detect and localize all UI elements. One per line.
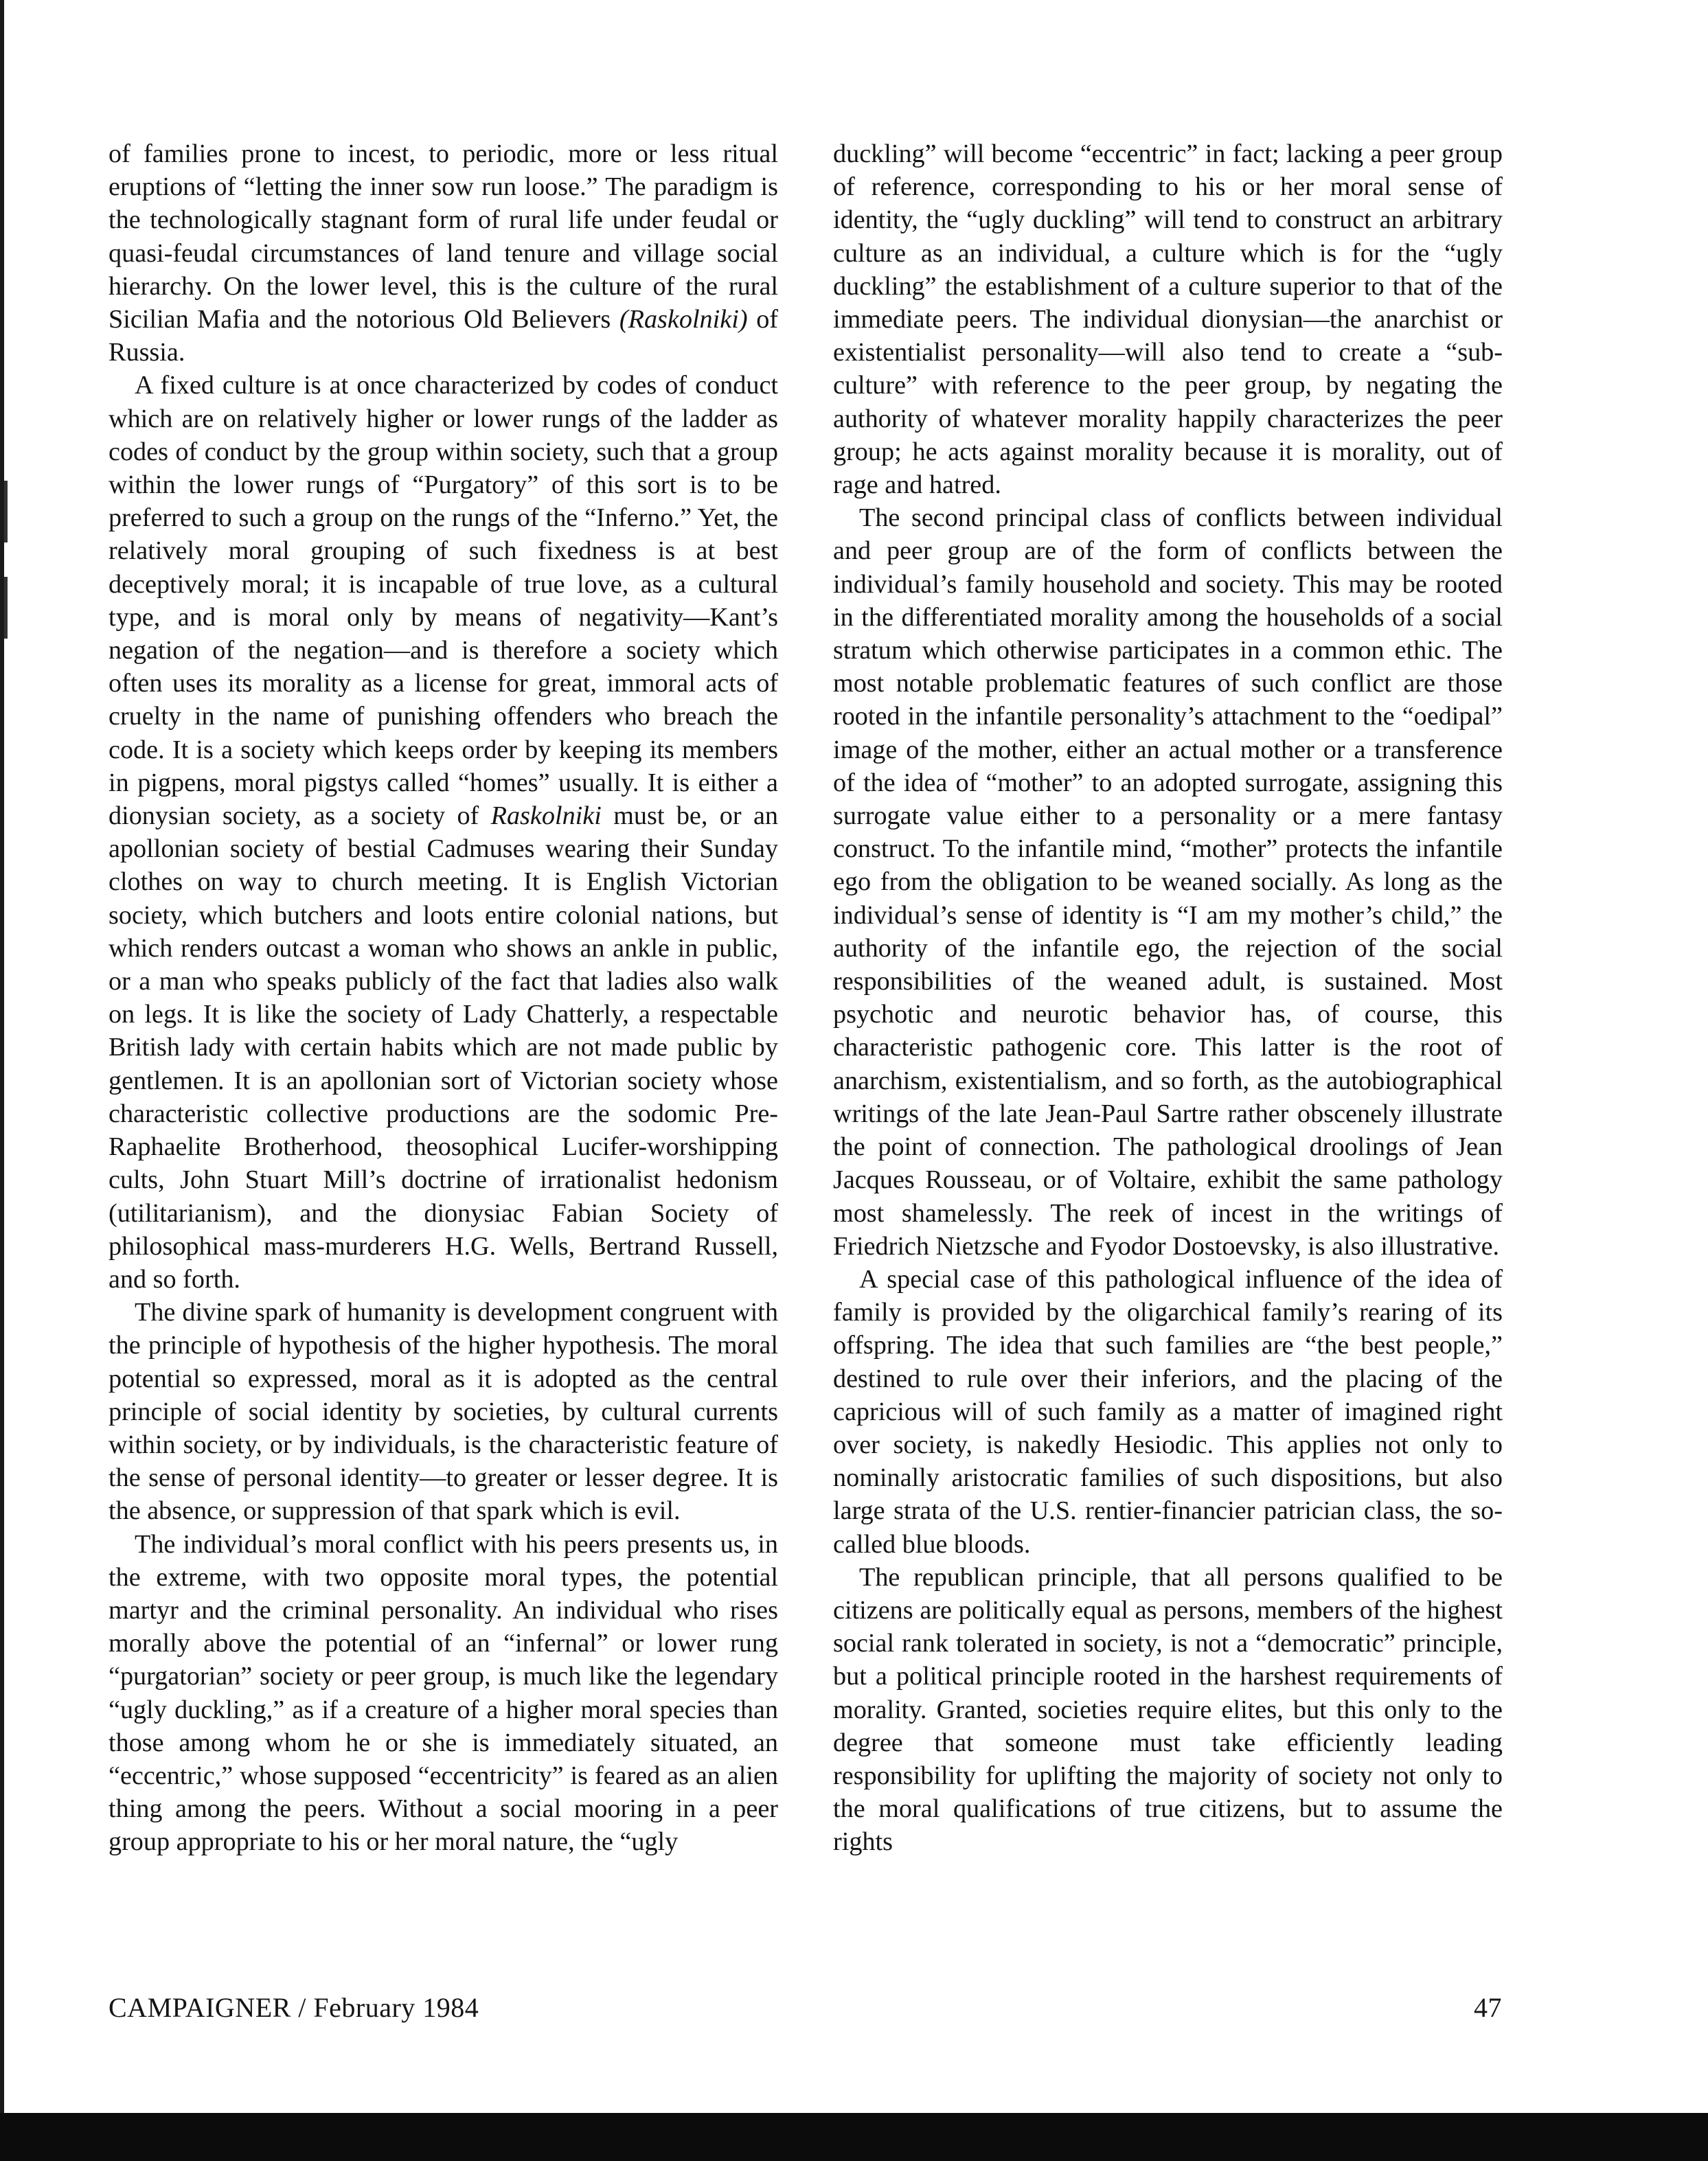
italic-term: (Raskolniki): [619, 305, 748, 334]
page-number: 47: [1474, 1992, 1502, 2023]
italic-term: Raskolniki: [490, 801, 602, 831]
paragraph: The second principal class of conflicts between individual and peer group are of the form of conflicts between the individual’s family household and society. This may be rooted in the differentiated morality among the households of a social stratum which otherwise participates in a common ethic. The most notable problematic features of such conflict are those rooted in the infantile personality’s attachment to the “oedipal” image of the mother, either an actual mother or a transference of the idea of “mother” to an adopted surrogate, assigning this surrogate value either to a personality or a mere fantasy construct. To the infantile mind, “mother” protects the infantile ego from the obligation to be weaned socially. As long as the individual’s sense of identity is “I am my mother’s child,” the authority of the infantile ego, the rejection of the social responsibilities of the weaned adult, is sustained. Most psychotic and neurotic behavior has, of course, this characteristic pathogenic core. This latter is the root of anarchism, existentialism, and so forth, as the autobiographical writings of the late Jean-Paul Sartre rather obscenely illustrate the point of connection. The pathological droolings of Jean Jacques Rousseau, or of Voltaire, exhibit the same pathology most shamelessly. The reek of incest in the writings of Friedrich Nietzsche and Fyodor Dostoevsky, is also illustrative.: [833, 503, 1503, 1261]
paragraph-text: of Russia.: [109, 305, 778, 367]
margin-mark: [4, 481, 8, 542]
paragraph-text: must be, or an apollonian society of bestial Cadmuses wearing their Sunday clothes on way to church meeting. It is English Victorian society, which butchers and loots entire colonial nations, but which renders outcast a woman who shows an ankle in public, or a man who speaks publicly of the fact that ladies also walk on legs. It is like the society of Lady Chatterly, a respectable British lady with certain habits which are not made public by gentlemen. It is an apollonian sort of Victorian society whose characteristic collective productions are the sodomic Pre-Raphaelite Brotherhood, theosophical Lucifer-worshipping cults, John Stuart Mill’s doctrine of irrationalist hedonism (utilitarianism), and the dionysiac Fabian Society of philosophical mass-murderers H.G. Wells, Bertrand Russell, and so forth.: [109, 801, 778, 1294]
paragraph: The republican principle, that all persons qualified to be citizens are politically equal as persons, members of the highest social rank tolerated in society, is not a “democratic” principle, but a political principle rooted in the harshest requirements of morality. Granted, societies require elites, but this only to the degree that someone must take efficiently leading responsibility for uplifting the majority of society not only to the moral qualifications of true citizens, but to assume the rights: [833, 1562, 1503, 1857]
page-binding-edge: [0, 0, 4, 2161]
paragraph: The divine spark of humanity is development congruent with the principle of hypothesis of the higher hypothesis. The moral potential so expressed, moral as it is adopted as the central principle of social identity by societies, by cultural currents within society, or by individuals, is the characteristic feature of the sense of personal identity—to greater or lesser degree. It is the absence, or suppression of that spark which is evil.: [109, 1298, 778, 1526]
margin-mark: [4, 577, 8, 639]
paragraph: duckling” will become “eccentric” in fact; lacking a peer group of reference, corresponding to his or her moral sense of identity, the “ugly duckling” will tend to construct an arbitrary culture as an individual, a culture which is for the “ugly duckling” the establishment of a culture superior to that of the immediate peers. The individual dionysian—the anarchist or existentialist personality—will also tend to create a “sub-culture” with reference to the peer group, by negating the authority of whatever morality happily characterizes the peer group; he acts against morality because it is morality, out of rage and hatred.: [833, 139, 1503, 500]
paragraph: A special case of this pathological influence of the idea of family is provided by the oligarchical family’s rearing of its offspring. The idea that such families are “the best people,” destined to rule over their inferiors, and the placing of the capricious will of such family as a matter of imagined right over society, is nakedly Hesiodic. This applies not only to nominally aristocratic families of such dispositions, but also large strata of the U.S. rentier-financier patrician class, the so-called blue bloods.: [833, 1264, 1503, 1559]
paragraph-text: of families prone to incest, to periodic, more or less ritual eruptions of “letting the inner sow run loose.” The paradigm is the technologically stagnant form of rural life under feudal or quasi-feudal circumstances of land tenure and village social hierarchy. On the lower level, this is the culture of the rural Sicilian Mafia and the notorious Old Believers: [109, 139, 778, 334]
paragraph: [109, 369, 778, 1296]
paragraph: The individual’s moral conflict with his peers presents us, in the extreme, with two opposite moral types, the potential martyr and the criminal personality. An individual who rises morally above the potential of an “infernal” or lower rung “purgatorian” society or peer group, is much like the legendary “ugly duckling,” as if a creature of a higher moral species than those among whom he or she is immediately situated, an “eccentric,” whose supposed “eccentricity” is feared as an alien thing among the peers. Without a social mooring in a peer group appropriate to his or her moral nature, the “ugly: [109, 1529, 778, 1857]
right-column: [833, 137, 1503, 1859]
publication-footer: CAMPAIGNER / February 1984: [109, 1992, 479, 2023]
scan-bottom-edge: [0, 2113, 1708, 2161]
paragraph: [109, 137, 778, 369]
left-column: [109, 137, 778, 1859]
paragraph-text: A fixed culture is at once characterized by codes of conduct which are on relatively higher or lower rungs of the ladder as codes of conduct by the group within society, such that a group within the lower rungs of “Purgatory” of this sort is to be preferred to such a group on the rungs of the “Inferno.” Yet, the relatively moral grouping of such fixedness is at best deceptively moral; it is incapable of true love, as a cultural type, and is moral only by means of negativity—Kant’s negation of the negation—and is therefore a society which often uses its morality as a license for great, immoral acts of cruelty in the name of punishing offenders who breach the code. It is a society which keeps order by keeping its members in pigpens, moral pigstys called “homes” usually. It is either a dionysian society, as a society of: [109, 371, 778, 831]
